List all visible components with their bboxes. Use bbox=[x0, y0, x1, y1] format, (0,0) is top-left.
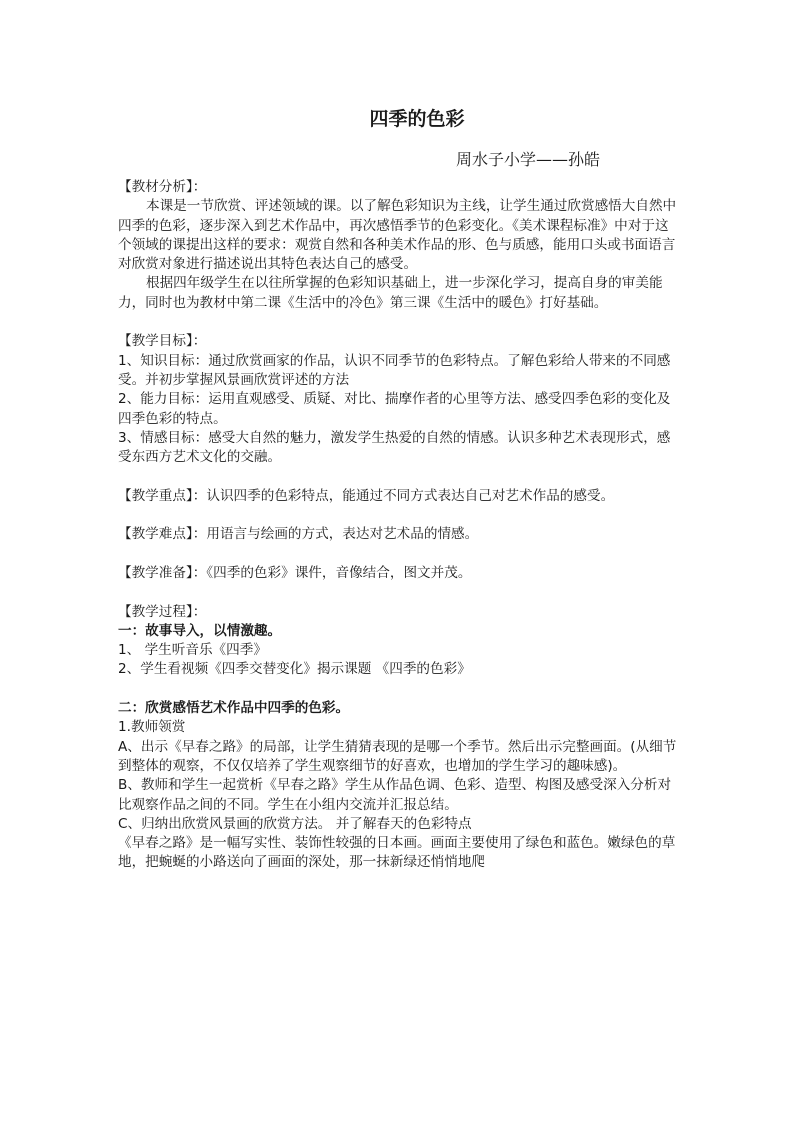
section-heading-analysis: 【教材分析】： bbox=[118, 179, 207, 195]
analysis-paragraph-1: 本课是一节欣赏、评述领域的课。以了解色彩知识为主线，让学生通过欣赏感悟大自然中四季的色彩，逐步深入到艺术作品中，再次感悟季节的色彩变化。《美术课程标准》中对于这个领域的课提出这样的要求：观赏自然和各种美术作品的形、色与质感，能用口头或书面语言对欣赏对象进行描述说出其特色表达自己的感受。 bbox=[118, 198, 677, 273]
section-heading-process: 【教学过程】： bbox=[118, 603, 207, 620]
step2-heading: 二：欣赏感悟艺术作品中四季的色彩。 bbox=[118, 700, 350, 717]
step2-item-b: B、教师和学生一起赏析《早春之路》学生从作品色调、色彩、造型、构图及感受深入分析对比观察作品之间的不同。学生在小组内交流并汇报总结。 bbox=[118, 777, 672, 813]
section-key-points: 【教学重点】：认识四季的色彩特点，能通过不同方式表达自己对艺术作品的感受。 bbox=[118, 487, 615, 504]
step1-heading: 一：故事导入，以情激趣。 bbox=[118, 622, 282, 639]
step1-item-b: 2、学生看视频《四季交替变化》揭示课题 《四季的色彩》 bbox=[118, 661, 471, 678]
step2-item-a: A、出示《早春之路》的局部，让学生猜猜表现的是哪一个季节。然后出示完整画面。(从细节到整体的观察，不仅仅培养了学生观察细节的好喜欢，也增加的学生学习的趣味感)。 bbox=[118, 738, 677, 774]
goal-knowledge: 1、知识目标：通过欣赏画家的作品，认识不同季节的色彩特点。了解色彩给人带来的不同感受。并初步掌握风景画欣赏评述的方法 bbox=[118, 352, 671, 388]
goal-ability: 2、能力目标：运用直观感受、质疑、对比、揣摩作者的心里等方法、感受四季色彩的变化及四季色彩的特点。 bbox=[118, 391, 671, 427]
step1-item-a: 1、 学生听音乐《四季》 bbox=[118, 642, 267, 659]
document-body bbox=[118, 178, 678, 873]
step2-item-c: C、归纳出欣赏风景画的欣赏方法。 并了解春天的色彩特点 bbox=[118, 815, 472, 832]
step2-item-d: 《早春之路》是一幅写实性、装饰性较强的日本画。画面主要使用了绿色和蓝色。嫩绿色的草地，把蜿蜒的小路送向了画面的深处，那一抹新绿还悄悄地爬 bbox=[118, 835, 676, 871]
author-line: 周水子小学——孙皓 bbox=[456, 150, 601, 169]
section-difficulty: 【教学难点】：用语言与绘画的方式，表达对艺术品的情感。 bbox=[118, 526, 479, 543]
step2-subheading: 1.教师领赏 bbox=[118, 719, 186, 736]
goal-emotion: 3、情感目标：感受大自然的魅力，激发学生热爱的自然的情感。认识多种艺术表现形式，感受东西方艺术文化的交融。 bbox=[118, 429, 671, 466]
page-title: 四季的色彩 bbox=[369, 108, 465, 130]
section-heading-goals: 【教学目标】： bbox=[118, 333, 207, 350]
analysis-paragraph-2: 根据四年级学生在以往所掌握的色彩知识基础上，进一步深化学习，提高自身的审美能力，同时也为教材中第二课《生活中的冷色》第三课《生活中的暖色》打好基础。 bbox=[118, 275, 663, 311]
section-preparation: 【教学准备】：《四季的色彩》课件，音像结合，图文并茂。 bbox=[118, 564, 472, 581]
